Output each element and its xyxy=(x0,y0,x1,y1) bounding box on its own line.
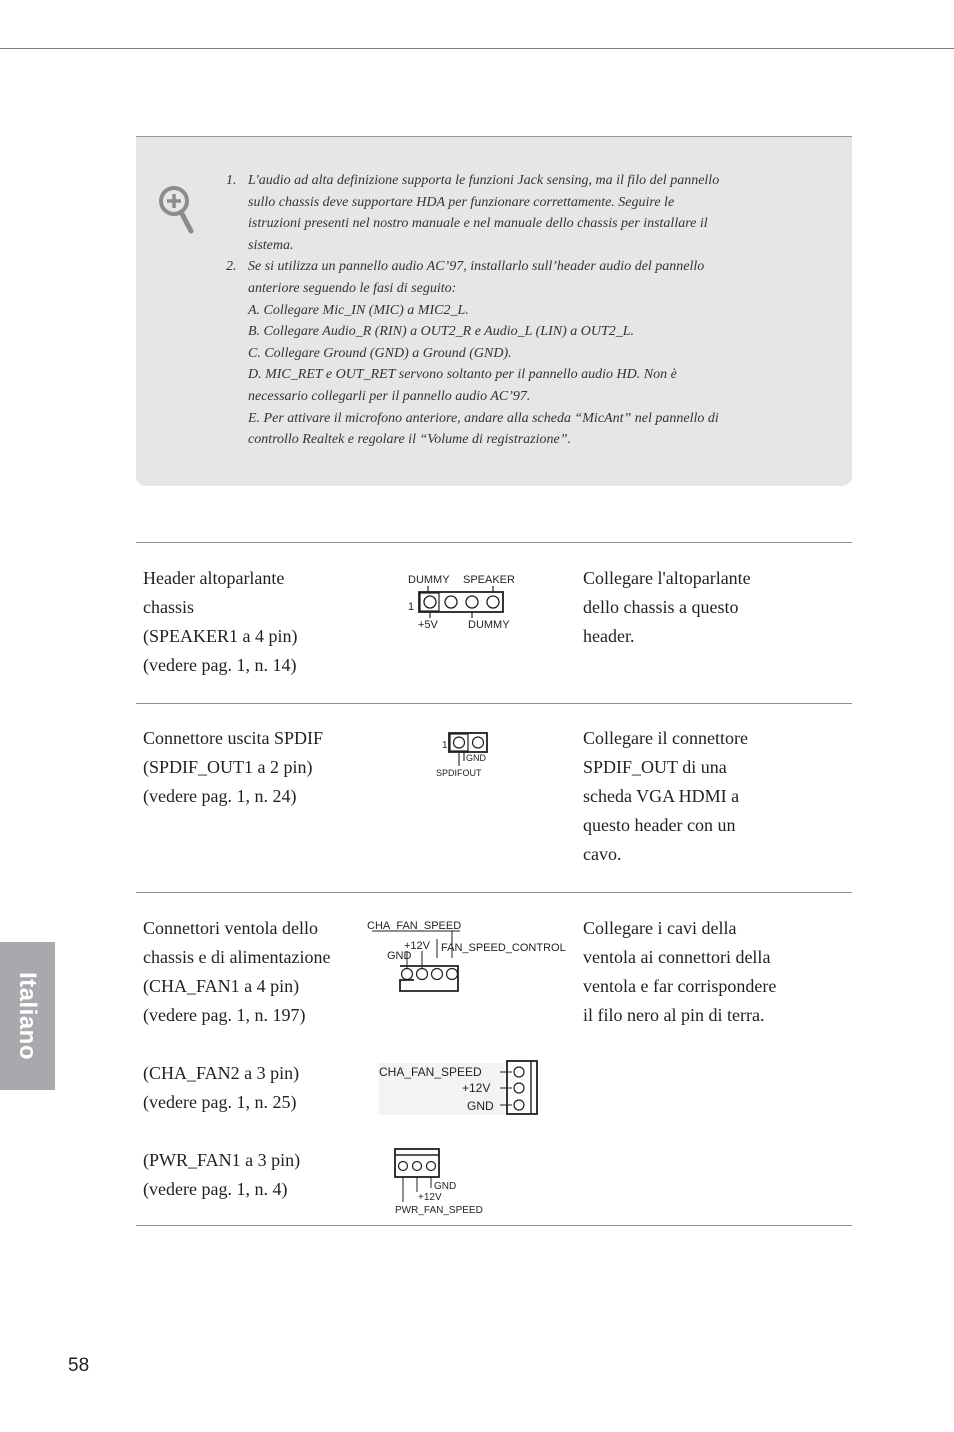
table-top-rule xyxy=(136,542,852,543)
note-line: B. Collegare Audio_R (RIN) a OUT2_R e Audio_L (LIN) a OUT2_L. xyxy=(248,324,635,340)
text-line: Connettori ventola dello xyxy=(143,918,318,938)
text-line: (vedere pag. 1, n. 25) xyxy=(143,1092,297,1112)
fan-connectors-description xyxy=(143,914,330,1204)
diagram-label: 1 xyxy=(442,740,448,751)
note-line: anteriore seguendo le fasi di seguito: xyxy=(248,280,457,296)
text-line: chassis xyxy=(143,597,194,617)
diagram-label: GND xyxy=(466,753,486,763)
spdif-instructions xyxy=(583,724,748,869)
diagram-label: +12V xyxy=(462,1081,491,1095)
note-line: istruzioni presenti nel nostro manuale e nel manuale dello chassis per installare il xyxy=(248,216,708,232)
note-number: 1. xyxy=(226,173,237,188)
text-line: scheda VGA HDMI a xyxy=(583,786,740,806)
cha-fan2-connector-diagram xyxy=(376,1058,546,1118)
speaker-connector-diagram xyxy=(404,568,534,634)
text-line: (SPDIF_OUT1 a 2 pin) xyxy=(143,757,313,777)
note-item xyxy=(226,170,786,256)
table-bottom-rule xyxy=(136,1225,852,1226)
row-divider xyxy=(136,703,852,704)
note-list xyxy=(226,170,786,451)
text-line: SPDIF_OUT di una xyxy=(583,757,727,777)
note-line: controllo Realtek e regolare il “Volume di registrazione”. xyxy=(248,432,571,448)
text-line: dello chassis a questo xyxy=(583,597,739,617)
text-line: questo header con un xyxy=(583,815,736,835)
text-line: (CHA_FAN2 a 3 pin) xyxy=(143,1063,300,1083)
text-line: (vedere pag. 1, n. 24) xyxy=(143,786,297,806)
note-line: L'audio ad alta definizione supporta le funzioni Jack sensing, ma il filo del pannello xyxy=(248,173,720,188)
note-item xyxy=(226,256,786,450)
text-line: header. xyxy=(583,626,635,646)
magnifier-plus-icon xyxy=(157,184,197,236)
header-rule xyxy=(0,48,954,49)
diagram-label: +12V xyxy=(404,940,430,952)
diagram-label: DUMMY xyxy=(408,574,450,586)
note-line: Se si utilizza un pannello audio AC’97, installarlo sull’header audio del pannello xyxy=(248,259,705,275)
diagram-label: GND xyxy=(434,1181,457,1192)
text-line: (SPEAKER1 a 4 pin) xyxy=(143,626,298,646)
note-line: sullo chassis deve supportare HDA per funzionare correttamente. Seguire le xyxy=(248,194,675,210)
fan-connectors-instructions xyxy=(583,914,776,1030)
text-line: Header altoparlante xyxy=(143,568,285,588)
text-line: (vedere pag. 1, n. 4) xyxy=(143,1179,288,1199)
diagram-label: GND xyxy=(467,1099,494,1113)
cha-fan1-connector-diagram xyxy=(364,914,569,996)
text-line: ventola ai connettori della xyxy=(583,947,771,967)
diagram-label: CHA_FAN_SPEED xyxy=(367,920,462,932)
diagram-label: SPEAKER xyxy=(463,574,515,586)
text-line: il filo nero al pin di terra. xyxy=(583,1005,765,1025)
speaker-header-instructions xyxy=(583,564,751,651)
text-line: (vedere pag. 1, n. 14) xyxy=(143,655,297,675)
pwr-fan-connector-diagram xyxy=(392,1146,502,1218)
text-line: Collegare l'altoparlante xyxy=(583,568,751,588)
text-line: ventola e far corrispondere xyxy=(583,976,777,996)
diagram-label: PWR_FAN_SPEED xyxy=(395,1205,483,1216)
speaker-header-description xyxy=(143,564,298,680)
diagram-label: CHA_FAN_SPEED xyxy=(379,1065,482,1079)
note-line: A. Collegare Mic_IN (MIC) a MIC2_L. xyxy=(248,302,469,318)
note-line: D. MIC_RET e OUT_RET servono soltanto per il pannello audio HD. Non è xyxy=(248,367,677,383)
diagram-label: GND xyxy=(387,950,412,962)
text-line: Collegare il connettore xyxy=(583,728,748,748)
note-line: sistema. xyxy=(248,237,294,253)
text-line: (vedere pag. 1, n. 197) xyxy=(143,1005,306,1025)
text-line: (CHA_FAN1 a 4 pin) xyxy=(143,976,300,996)
spdif-description xyxy=(143,724,323,811)
language-tab-label: Italiano xyxy=(14,971,41,1061)
text-line: chassis e di alimentazione xyxy=(143,947,331,967)
note-line: C. Collegare Ground (GND) a Ground (GND). xyxy=(248,345,512,361)
spdif-connector-diagram xyxy=(434,730,504,782)
note-number: 2. xyxy=(226,259,237,275)
language-side-tab xyxy=(0,942,55,1090)
note-line: necessario collegarli per il pannello audio AC’97. xyxy=(248,388,531,404)
diagram-label: +5V xyxy=(418,619,438,631)
text-line: Collegare i cavi della xyxy=(583,918,737,938)
text-line: Connettore uscita SPDIF xyxy=(143,728,323,748)
page-number: 58 xyxy=(68,1355,90,1376)
diagram-label: SPDIFOUT xyxy=(436,768,482,778)
note-line: E. Per attivare il microfono anteriore, andare alla scheda “MicAnt” nel pannello di xyxy=(248,410,719,426)
text-line: cavo. xyxy=(583,844,622,864)
text-line: (PWR_FAN1 a 3 pin) xyxy=(143,1150,301,1170)
diagram-label: DUMMY xyxy=(468,619,510,631)
diagram-label: +12V xyxy=(418,1192,442,1203)
diagram-label: FAN_SPEED_CONTROL xyxy=(441,942,566,954)
diagram-label: 1 xyxy=(408,601,415,613)
row-divider xyxy=(136,892,852,893)
